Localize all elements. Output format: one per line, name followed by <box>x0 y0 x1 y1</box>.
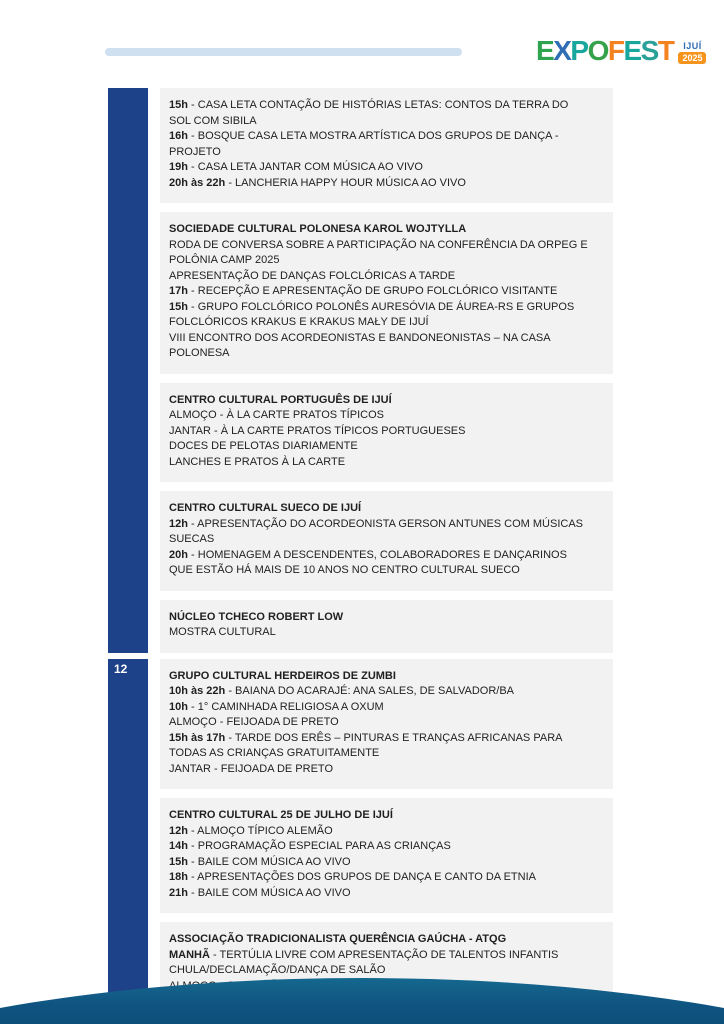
event-text: JANTAR - FEIJOADA DE PRETO <box>169 762 334 775</box>
event-text: ALMOÇO - À LA CARTE PRATOS TÍPICOS <box>169 409 384 421</box>
event-text: - APRESENTAÇÕES DOS GRUPOS DE DANÇA E CANTO DA ETNIA <box>187 871 536 883</box>
event-column <box>160 659 613 1007</box>
event-text: - 1° CAMINHADA RELIGIOSA A OXUM <box>187 700 384 713</box>
logo-wordmark <box>536 36 673 66</box>
time-label: 18h <box>169 871 188 883</box>
event-text: - BAILE COM MÚSICA AO VIVO <box>187 855 351 868</box>
time-label: 12h <box>169 824 188 837</box>
event-block <box>160 798 613 913</box>
schedule-line <box>169 700 593 716</box>
event-block <box>160 88 613 203</box>
schedule-line <box>169 176 593 192</box>
schedule-line <box>169 870 593 886</box>
venue-title: CENTRO CULTURAL 25 DE JULHO DE IJUÍ <box>169 809 393 821</box>
event-text: - RECEPÇÃO E APRESENTAÇÃO DE GRUPO FOLCLÓRICO VISITANTE <box>187 285 558 297</box>
schedule-line <box>169 424 593 440</box>
event-text: - CASA LETA JANTAR COM MÚSICA AO VIVO <box>187 161 423 173</box>
schedule-line <box>169 886 593 902</box>
schedule-line <box>169 408 593 424</box>
event-block <box>160 659 613 790</box>
event-text: - BAIANA DO ACARAJÉ: ANA SALES, DE SALVADOR/BA <box>225 685 515 697</box>
logo-year-badge: 2025 <box>678 52 706 64</box>
logo-city-label: IJUÍ <box>683 41 702 51</box>
time-label: 15h às 17h <box>169 731 226 744</box>
schedule-line <box>169 625 593 641</box>
schedule-line <box>169 548 593 579</box>
logo-city-year <box>678 41 706 64</box>
event-text: APRESENTAÇÃO DE DANÇAS FOLCLÓRICAS A TARDE <box>169 269 456 282</box>
time-label: 15h <box>169 855 188 868</box>
time-label: 12h <box>169 517 188 530</box>
logo-letter: F <box>607 35 624 66</box>
schedule-line <box>169 269 593 285</box>
venue-title: CENTRO CULTURAL PORTUGUÊS DE IJUÍ <box>169 393 392 406</box>
time-label: MANHÃ <box>169 948 210 961</box>
venue-title: GRUPO CULTURAL HERDEIROS DE ZUMBI <box>169 669 396 682</box>
event-block <box>160 600 613 653</box>
time-label: 20h às 22h <box>169 176 226 189</box>
event-text: ALMOÇO - FEIJOADA DE PRETO <box>169 716 339 728</box>
time-label: 19h <box>169 161 188 173</box>
logo-letter: X <box>553 35 571 66</box>
event-text: RODA DE CONVERSA SOBRE A PARTICIPAÇÃO NA CONFERÊNCIA DA ORPEG E POLÔNIA CAMP 2025 <box>169 238 588 266</box>
event-text: - BAILE COM MÚSICA AO VIVO <box>187 886 351 899</box>
logo-letter: E <box>623 35 641 66</box>
event-text: MOSTRA CULTURAL <box>169 626 276 638</box>
time-label: 21h <box>169 886 188 899</box>
schedule-content <box>108 88 613 1012</box>
venue-title: CENTRO CULTURAL SUECO DE IJUÍ <box>169 502 362 514</box>
event-text: - CASA LETA CONTAÇÃO DE HISTÓRIAS LETAS: CONTOS DA TERRA DO SOL COM SIBILA <box>169 99 569 127</box>
schedule-line <box>169 731 593 762</box>
logo-letter: O <box>587 35 608 66</box>
schedule-line <box>169 839 593 855</box>
schedule-line <box>169 517 593 548</box>
schedule-line <box>169 439 593 455</box>
time-label: 14h <box>169 840 188 852</box>
event-text: - PROGRAMAÇÃO ESPECIAL PARA AS CRIANÇAS <box>187 840 451 852</box>
schedule-line <box>169 160 593 176</box>
event-text: - BOSQUE CASA LETA MOSTRA ARTÍSTICA DOS GRUPOS DE DANÇA - PROJETO <box>169 130 559 158</box>
event-text: - HOMENAGEM A DESCENDENTES, COLABORADORES E DANÇARINOS QUE ESTÃO HÁ MAIS DE 10 ANOS NO CENTRO CULTURAL SUECO <box>169 548 567 576</box>
schedule-line <box>169 129 593 160</box>
event-text: - ALMOÇO TÍPICO ALEMÃO <box>187 824 333 837</box>
event-text: - TARDE DOS ERÊS – PINTURAS E TRANÇAS AFRICANAS PARA TODAS AS CRIANÇAS GRATUITAMENTE <box>169 731 562 759</box>
event-column <box>160 88 613 653</box>
event-block <box>160 383 613 483</box>
day-group <box>108 88 613 653</box>
logo-letter: P <box>570 35 588 66</box>
header-divider-bar <box>105 48 462 56</box>
time-label: 20h <box>169 548 188 561</box>
schedule-line <box>169 455 593 471</box>
event-block <box>160 212 613 374</box>
time-label: 10h <box>169 700 188 713</box>
expofest-logo <box>536 36 706 66</box>
event-text: VIII ENCONTRO DOS ACORDEONISTAS E BANDONEONISTAS – NA CASA POLONESA <box>169 331 551 359</box>
event-text: - LANCHERIA HAPPY HOUR MÚSICA AO VIVO <box>225 176 466 189</box>
schedule-line <box>169 238 593 269</box>
schedule-line <box>169 300 593 331</box>
schedule-line <box>169 684 593 700</box>
time-label: 10h às 22h <box>169 685 226 697</box>
venue-title: SOCIEDADE CULTURAL POLONESA KAROL WOJTYLLA <box>169 223 467 235</box>
time-label: 15h <box>169 300 188 313</box>
venue-title: ASSOCIAÇÃO TRADICIONALISTA QUERÊNCIA GAÚCHA - ATQG <box>169 933 507 945</box>
schedule-line <box>169 331 593 362</box>
time-label: 17h <box>169 285 188 297</box>
event-text: DOCES DE PELOTAS DIARIAMENTE <box>169 440 358 452</box>
event-text: - APRESENTAÇÃO DO ACORDEONISTA GERSON ANTUNES COM MÚSICAS SUECAS <box>169 517 584 545</box>
day-bar <box>108 88 148 653</box>
event-text: - TERTÚLIA LIVRE COM APRESENTAÇÃO DE TALENTOS INFANTIS CHULA/DECLAMAÇÃO/DANÇA DE SALÃO <box>169 948 559 976</box>
time-label: 16h <box>169 130 188 142</box>
event-text: - GRUPO FOLCLÓRICO POLONÊS AURESÓVIA DE ÁUREA-RS E GRUPOS FOLCLÓRICOS KRAKUS E KRAKUS MAŁY DE IJUÍ <box>169 300 575 328</box>
day-bar <box>108 659 148 1007</box>
day-number: 12 <box>114 661 128 676</box>
schedule-line <box>169 284 593 300</box>
time-label: 15h <box>169 99 188 111</box>
schedule-line <box>169 948 593 979</box>
schedule-line <box>169 824 593 840</box>
logo-letter: E <box>536 35 554 66</box>
schedule-line <box>169 762 593 778</box>
event-text: JANTAR - À LA CARTE PRATOS TÍPICOS PORTUGUESES <box>169 424 466 437</box>
logo-letter: S <box>640 35 658 66</box>
day-group <box>108 659 613 1007</box>
schedule-line <box>169 855 593 871</box>
schedule-line <box>169 98 593 129</box>
logo-letter: T <box>657 35 674 66</box>
event-block <box>160 491 613 591</box>
event-text: LANCHES E PRATOS À LA CARTE <box>169 455 346 468</box>
schedule-line <box>169 715 593 731</box>
venue-title: NÚCLEO TCHECO ROBERT LOW <box>169 610 344 623</box>
